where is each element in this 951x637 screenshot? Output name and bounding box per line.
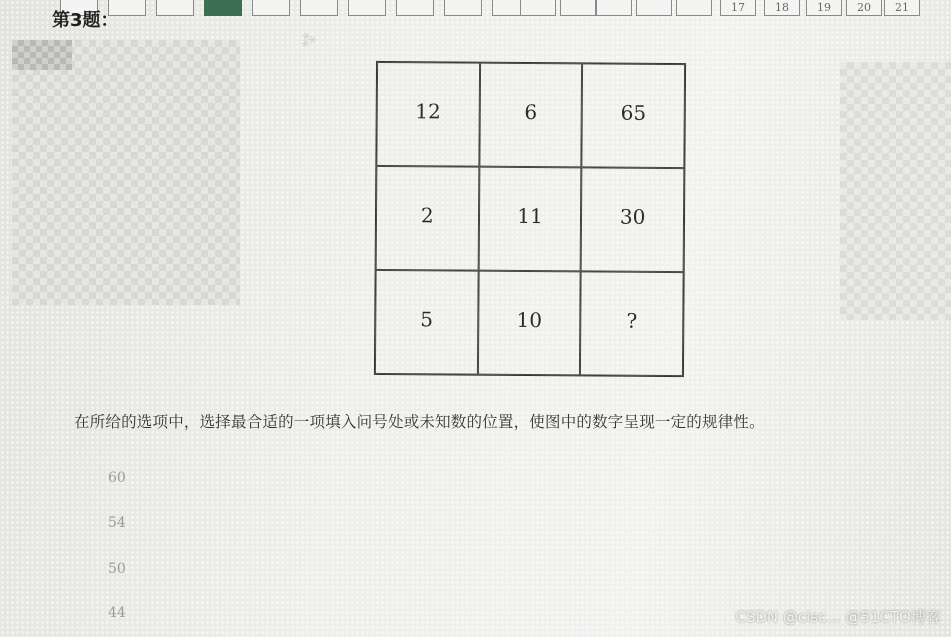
question-tab[interactable]: 21 — [884, 0, 920, 16]
question-tab[interactable] — [300, 0, 338, 16]
answer-option[interactable]: 54 — [108, 515, 126, 531]
question-tab[interactable] — [396, 0, 434, 16]
answer-option[interactable]: 50 — [108, 561, 126, 577]
question-instruction: 在所给的选项中，选择最合适的一项填入问号处或未知数的位置，使图中的数字呈现一定的规律性。 — [74, 413, 765, 431]
watermark: CSDN @cisc... @51CTO博客 — [735, 608, 941, 626]
grid-cell: 2 — [376, 166, 479, 271]
question-tab[interactable] — [560, 0, 596, 16]
question-tab[interactable] — [596, 0, 632, 16]
answer-option[interactable]: 44 — [108, 605, 126, 621]
grid-cell: 10 — [478, 271, 581, 376]
faint-stamp: ⁂ — [296, 27, 320, 52]
question-title: 第3题： — [52, 10, 119, 31]
question-tab[interactable]: 20 — [846, 0, 882, 16]
question-tab[interactable] — [252, 0, 290, 16]
grid-cell: 65 — [582, 63, 685, 168]
question-tab[interactable] — [636, 0, 672, 16]
question-tab[interactable] — [156, 0, 194, 16]
question-nav — [0, 0, 951, 18]
blurred-region-right — [840, 62, 951, 320]
question-tab[interactable] — [520, 0, 556, 16]
grid-cell: 6 — [479, 63, 582, 168]
question-tab[interactable] — [348, 0, 386, 16]
question-tab[interactable]: 18 — [764, 0, 800, 16]
question-tab[interactable] — [204, 0, 242, 16]
number-grid — [374, 61, 686, 377]
answer-option[interactable]: 60 — [108, 470, 126, 486]
question-tab[interactable] — [444, 0, 482, 16]
blurred-region-left — [12, 40, 240, 305]
question-tab[interactable]: 17 — [720, 0, 756, 16]
question-tab[interactable] — [676, 0, 712, 16]
grid-cell-unknown: ? — [580, 271, 683, 376]
grid-cell: 30 — [581, 167, 684, 272]
grid-cell: 5 — [375, 270, 478, 375]
grid-cell: 12 — [376, 62, 479, 167]
grid-cell: 11 — [478, 167, 581, 272]
question-tab[interactable]: 19 — [806, 0, 842, 16]
blurred-region-left-top — [12, 40, 72, 70]
